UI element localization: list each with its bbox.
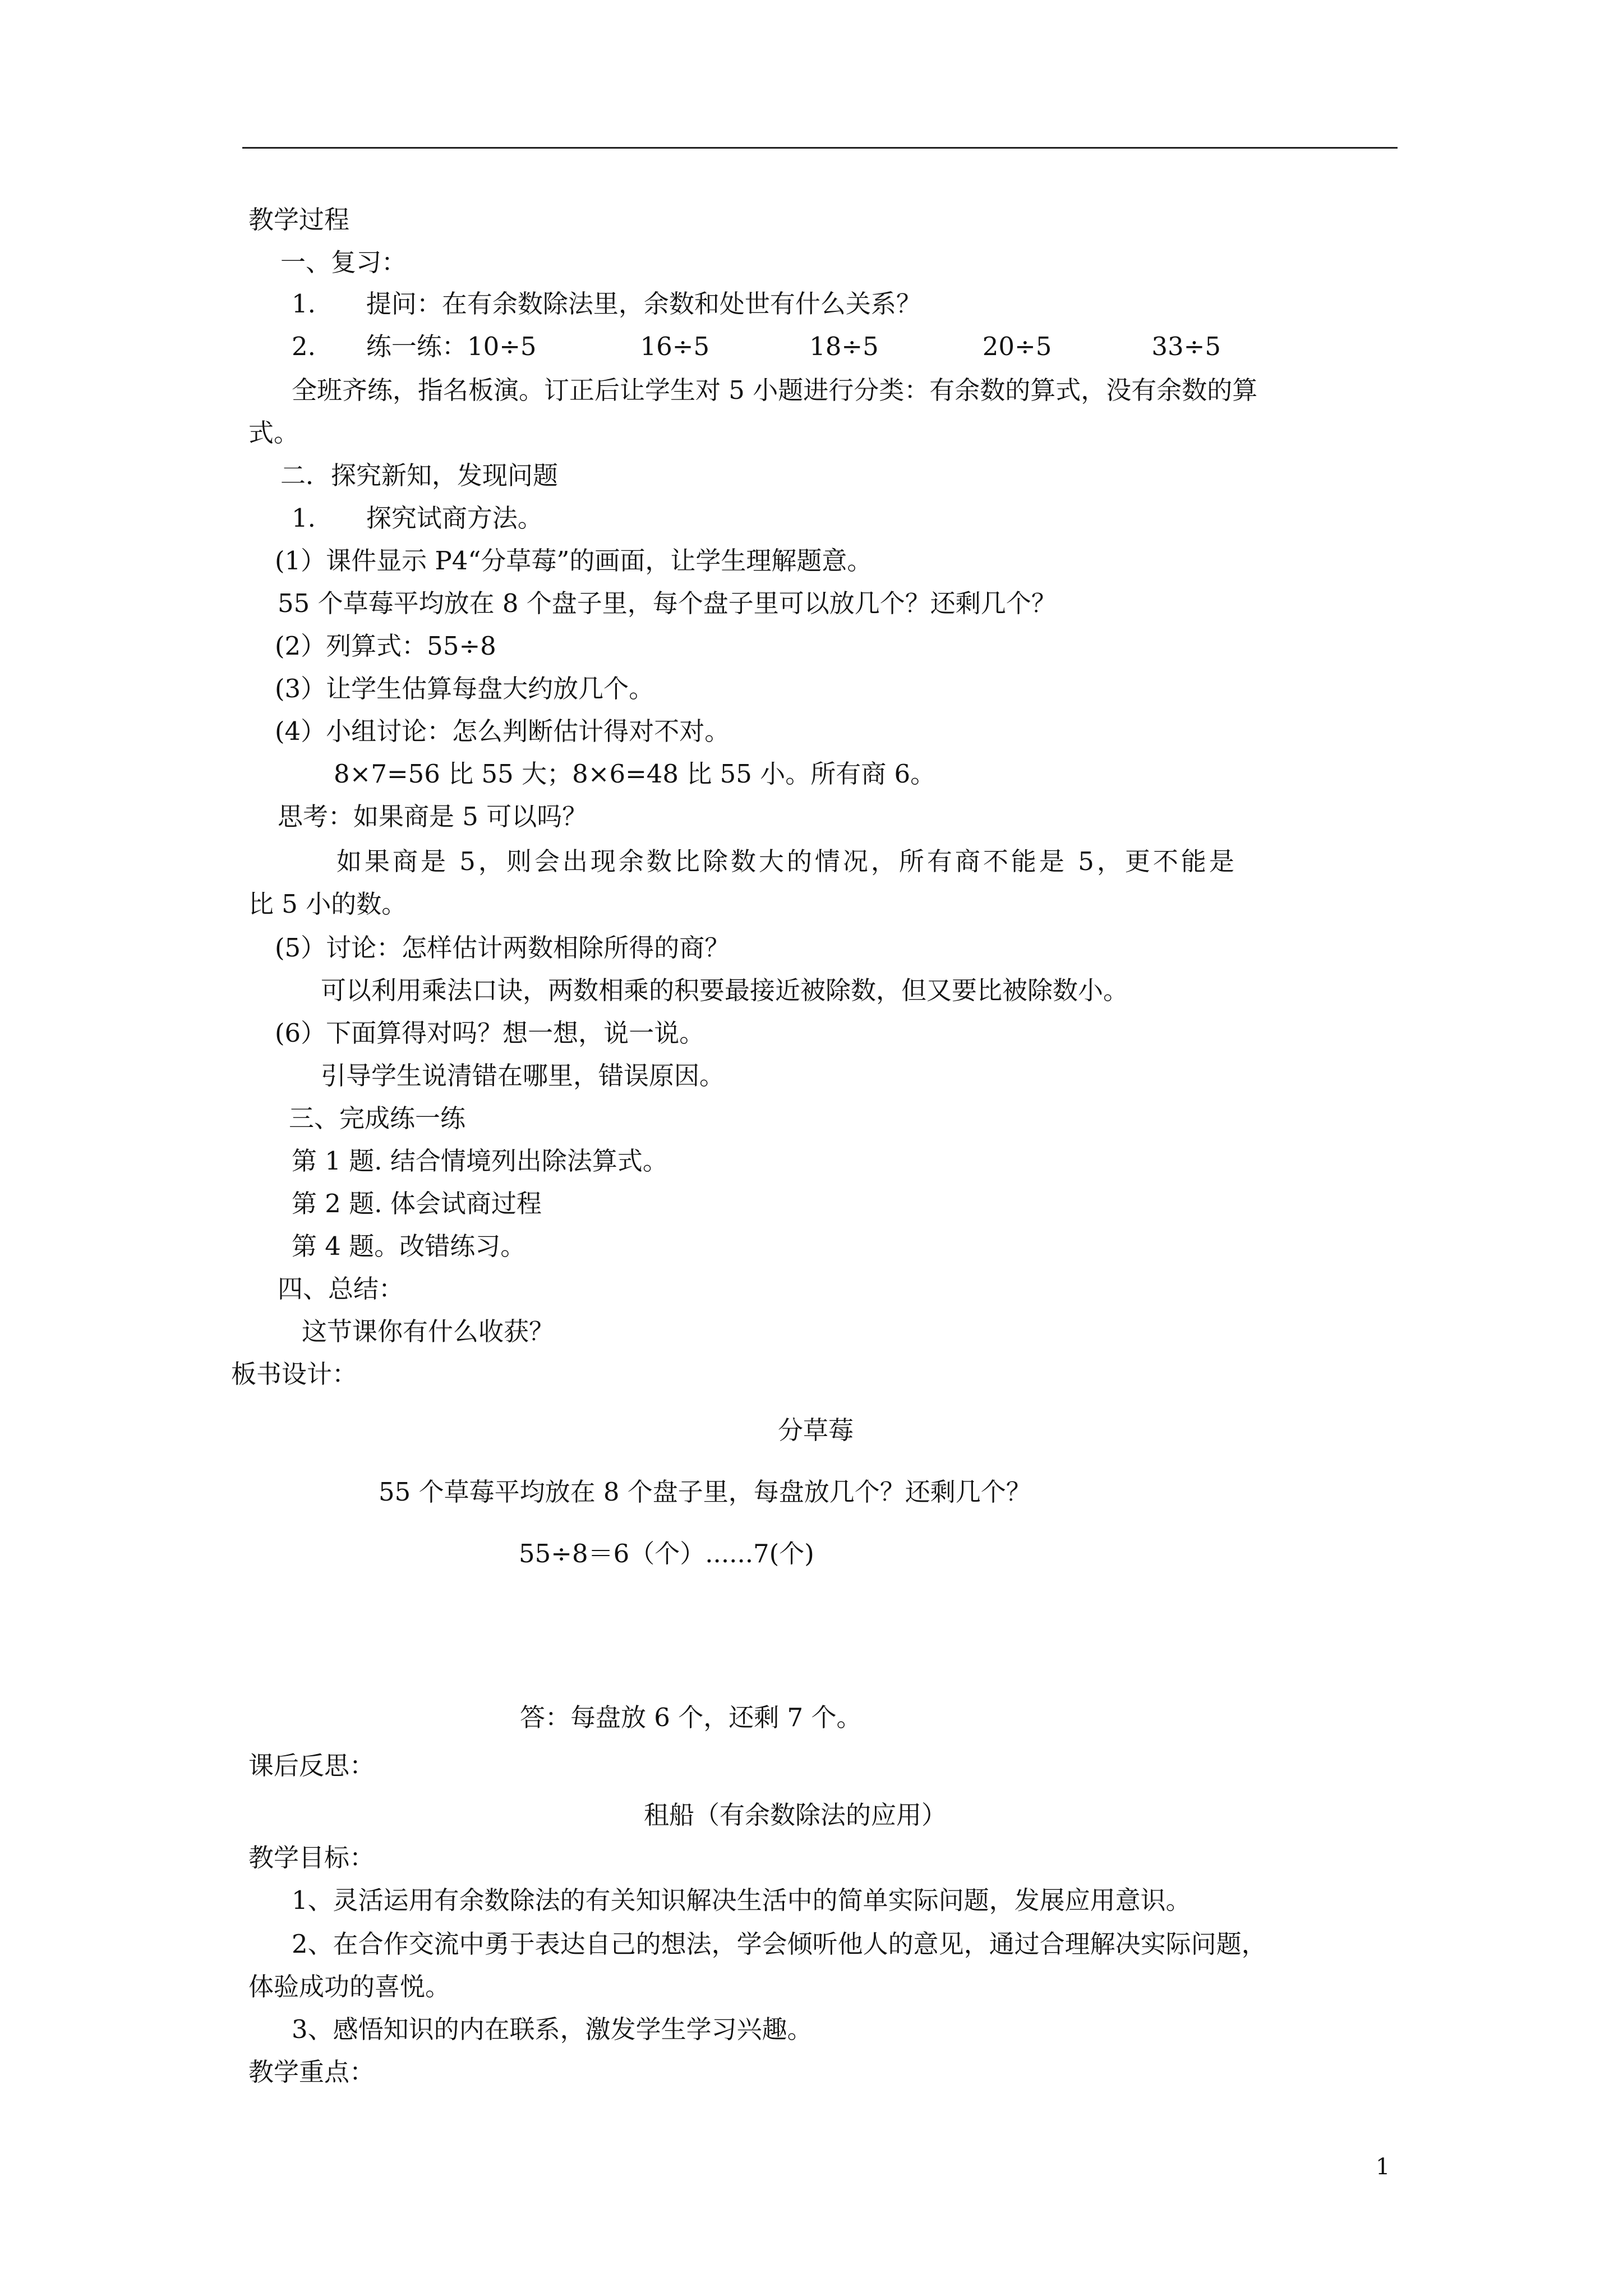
process-title: 教学过程 <box>248 205 350 234</box>
step-4-detail: 8×7=56 比 55 大；8×6=48 比 55 小。所有商 6。 <box>334 759 936 789</box>
summary-question: 这节课你有什么收获？ <box>302 1317 555 1346</box>
exercise-item-2: 第 2 题. 体会试商过程 <box>292 1189 542 1218</box>
header-rule <box>242 147 1398 149</box>
reflection-label: 课后反思： <box>248 1751 375 1780</box>
board-equation: 55÷8＝6（个）......7(个) <box>519 1539 814 1568</box>
exercise-4: 20÷5 <box>982 332 1052 361</box>
goal-2-line-2: 体验成功的喜悦。 <box>248 1972 451 2001</box>
summary-title: 四、总结： <box>278 1274 404 1304</box>
review-item-1: 1. 提问：在有余数除法里，余数和处世有什么关系？ <box>292 289 921 319</box>
goal-2-line-1: 2、在合作交流中勇于表达自己的想法，学会倾听他人的意见，通过合理解决实际问题， <box>292 1929 1267 1959</box>
think-question: 思考：如果商是 5 可以吗？ <box>278 802 588 831</box>
exercise-3: 18÷5 <box>809 332 879 361</box>
step-5-answer: 可以利用乘法口诀，两数相乘的积要最接近被除数，但又要比被除数小。 <box>321 976 1129 1005</box>
next-lesson-title: 租船（有余数除法的应用） <box>644 1800 947 1830</box>
think-answer-line-1: 如果商是 5，则会出现余数比除数大的情况，所有商不能是 5，更不能是 <box>336 846 1237 876</box>
exercise-item-1: 第 1 题. 结合情境列出除法算式。 <box>292 1146 668 1176</box>
review-title: 一、复习： <box>280 247 407 277</box>
step-6: (6）下面算得对吗？想一想，说一说。 <box>275 1018 705 1048</box>
board-answer: 答：每盘放 6 个，还剩 7 个。 <box>520 1703 862 1732</box>
exercise-2: 16÷5 <box>640 332 710 361</box>
page-number: 1 <box>1376 2154 1390 2180</box>
board-design-title: 板书设计： <box>231 1359 358 1389</box>
explore-item-1: 1. 探究试商方法。 <box>292 503 543 533</box>
step-6-answer: 引导学生说清错在哪里，错误原因。 <box>321 1061 725 1091</box>
key-points-title: 教学重点： <box>248 2057 375 2087</box>
exercise-5: 33÷5 <box>1151 332 1221 361</box>
step-5: (5）讨论：怎样估计两数相除所得的商？ <box>275 933 730 963</box>
step-3: (3）让学生估算每盘大约放几个。 <box>275 674 654 703</box>
exercise-item-4: 第 4 题。改错练习。 <box>292 1231 526 1261</box>
goal-3: 3、感悟知识的内在联系，激发学生学习兴趣。 <box>292 2014 813 2044</box>
review-item-2-label: 2. 练一练： <box>292 332 467 361</box>
goal-1: 1、灵活运用有余数除法的有关知识解决生活中的简单实际问题，发展应用意识。 <box>292 1885 1191 1915</box>
finish-title: 三、完成练一练 <box>289 1103 466 1133</box>
explore-title: 二．探究新知，发现问题 <box>280 461 559 490</box>
step-4: (4）小组讨论：怎么判断估计得对不对。 <box>275 716 730 746</box>
think-answer-line-2: 比 5 小的数。 <box>248 889 407 919</box>
exercise-1: 10÷5 <box>467 332 537 361</box>
step-2: (2）列算式：55÷8 <box>275 631 496 661</box>
board-problem: 55 个草莓平均放在 8 个盘子里，每盘放几个？还剩几个？ <box>379 1477 1031 1507</box>
review-note-line-2: 式。 <box>248 418 299 448</box>
review-item-2 <box>292 330 1221 364</box>
review-note-line-1: 全班齐练，指名板演。订正后让学生对 5 小题进行分类：有余数的算式，没有余数的算 <box>292 375 1258 405</box>
problem-statement: 55 个草莓平均放在 8 个盘子里，每个盘子里可以放几个？还剩几个？ <box>278 588 1057 618</box>
step-1: (1）课件显示 P4“分草莓”的画面，让学生理解题意。 <box>275 546 873 576</box>
board-heading: 分草莓 <box>778 1415 854 1445</box>
goals-title: 教学目标： <box>248 1843 375 1872</box>
